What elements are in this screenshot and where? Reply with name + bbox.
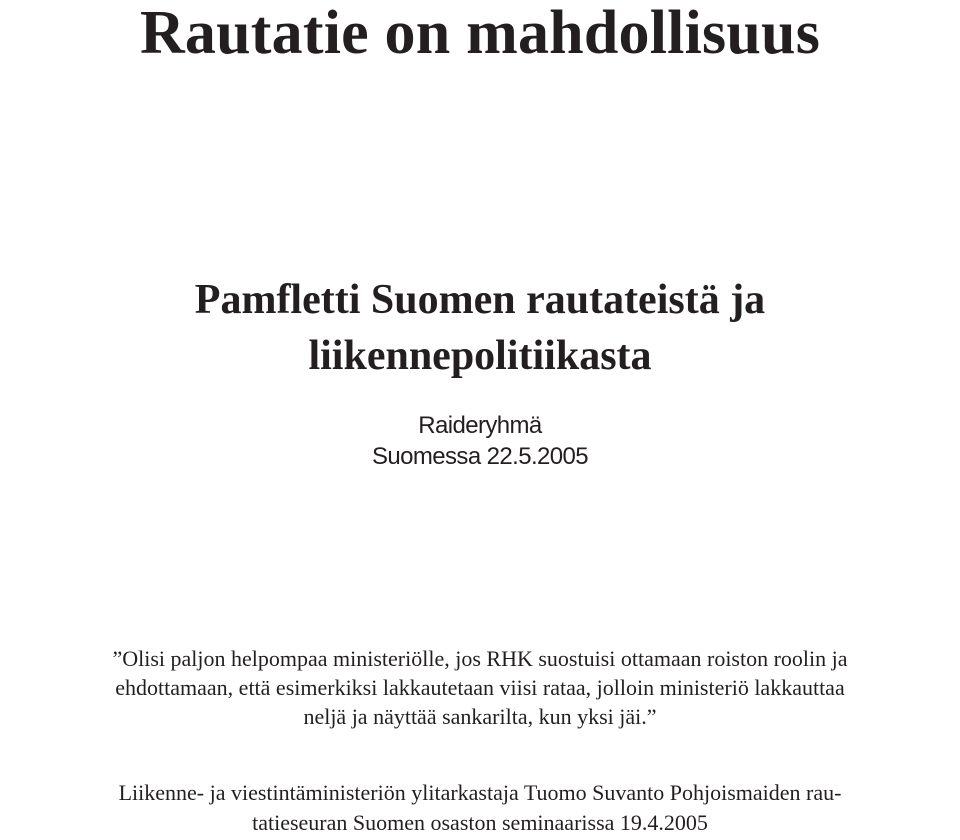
author-date: Suomessa 22.5.2005 — [371, 443, 589, 470]
quote-line-1: ”Olisi paljon helpompaa ministeriölle, jos RHK suostuisi ottamaan roiston roolin ja — [112, 646, 848, 671]
quote-line-2: ehdottamaan, että esimerkiksi lakkautetaan viisi rataa, jolloin ministeriö lakkauttaa — [115, 675, 845, 700]
subtitle-line-1: Pamfletti Suomen rautateistä ja — [194, 277, 766, 323]
author-block — [0, 410, 960, 472]
document-subtitle — [0, 272, 960, 384]
attribution-line-2: tatieseuran Suomen osaston seminaarissa 19.4.2005 — [252, 810, 708, 835]
attribution-line-1: Liikenne- ja viestintäministeriön ylitarkastaja Tuomo Suvanto Pohjoismaiden rau- — [118, 780, 842, 805]
document-title: Rautatie on mahdollisuus — [139, 0, 821, 67]
quote-attribution — [0, 778, 960, 838]
quote-block — [0, 644, 960, 731]
quote-line-3: neljä ja näyttää sankarilta, kun yksi jäi.” — [303, 704, 657, 729]
author-name: Raideryhmä — [418, 412, 542, 439]
subtitle-line-2: liikennepolitiikasta — [308, 333, 652, 379]
